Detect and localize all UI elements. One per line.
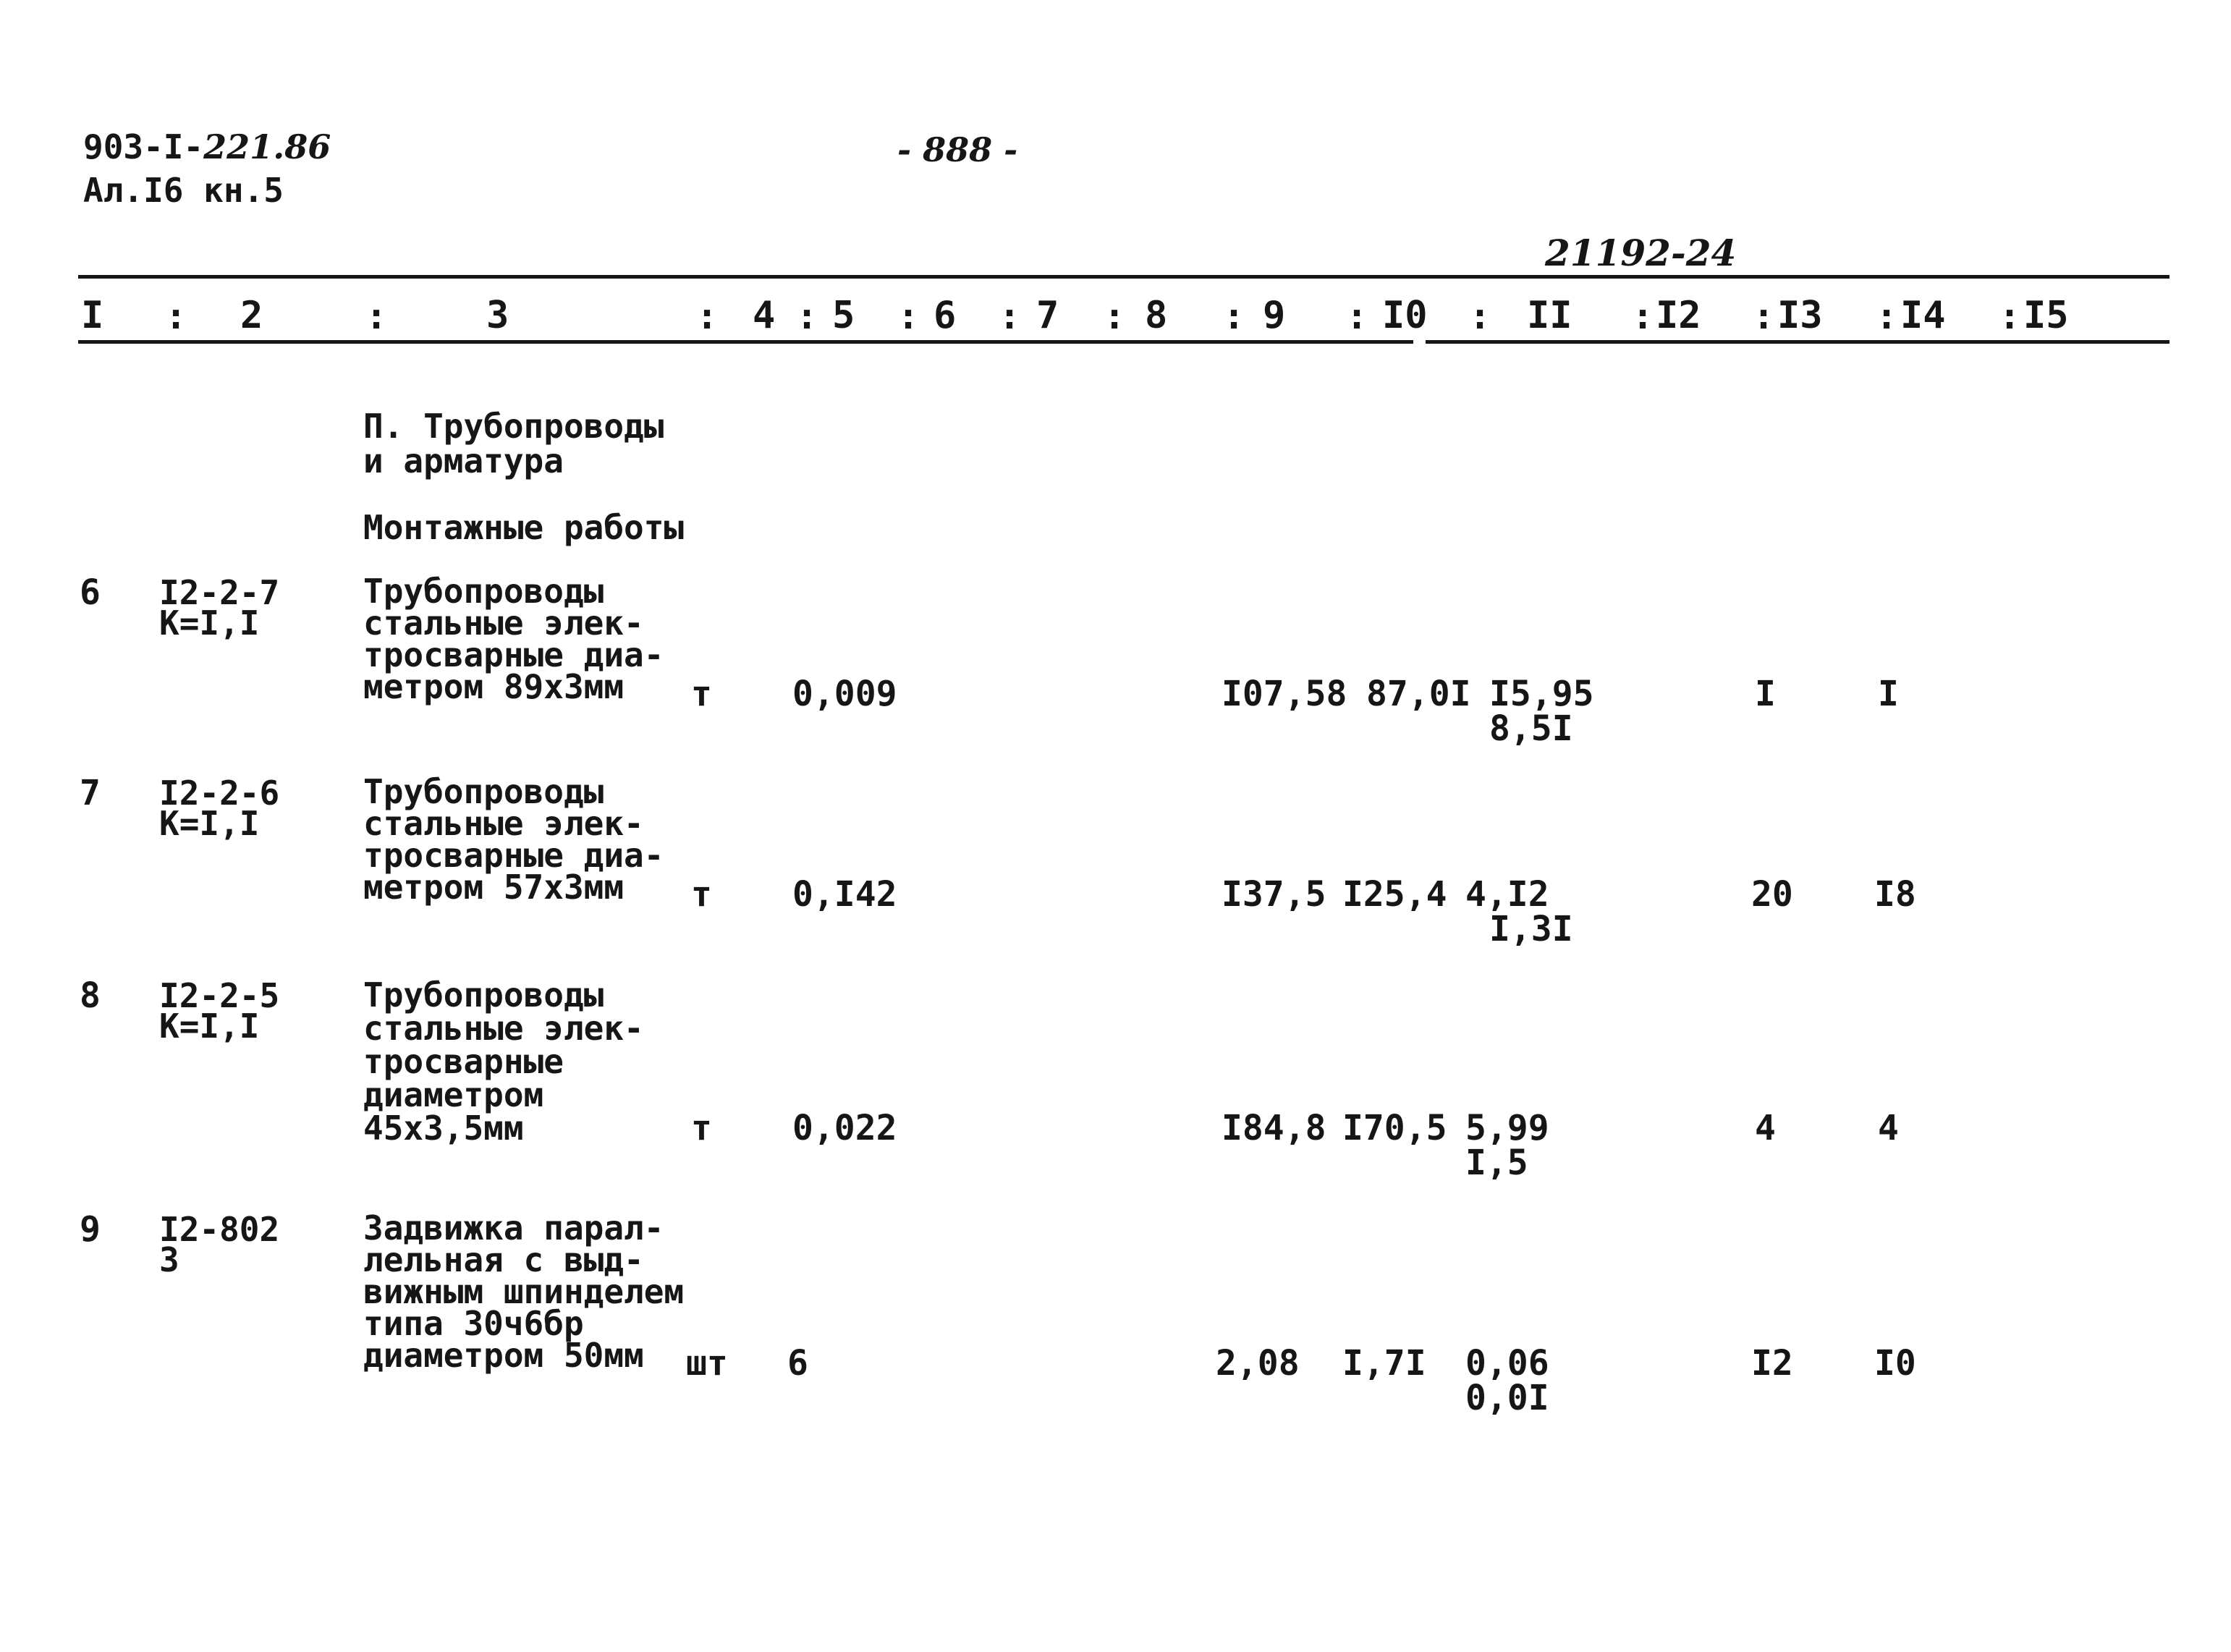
unit: шт <box>686 1343 728 1384</box>
rate-code-suffix: 3 <box>159 1240 179 1279</box>
document-code <box>83 127 331 166</box>
column-13-value: 20 <box>1751 874 1793 915</box>
column-separator: : <box>796 295 818 337</box>
column-separator: : <box>1469 295 1491 337</box>
column-10-value: I25,4 <box>1342 874 1447 915</box>
work-description <box>363 975 644 1148</box>
description-line: тросварные диа- <box>363 836 664 875</box>
album-reference: Ал.I6 кн.5 <box>83 171 284 210</box>
work-description <box>363 772 664 907</box>
column-header-4: 4 <box>753 294 776 337</box>
column-13-value: 4 <box>1755 1108 1776 1148</box>
section-title-line-1: П. Трубопроводы <box>363 407 664 446</box>
column-header-12: I2 <box>1656 294 1701 337</box>
column-header-13: I3 <box>1777 294 1823 337</box>
column-14-value: I8 <box>1874 874 1916 915</box>
quantity: 0,009 <box>792 674 897 714</box>
column-separator: : <box>897 295 920 337</box>
section-subtitle: Монтажные работы <box>363 508 685 547</box>
description-line: стальные элек- <box>363 1009 644 1048</box>
column-header-15: I5 <box>2023 294 2069 337</box>
column-header-3: 3 <box>486 294 509 337</box>
column-11-value: 0,06 <box>1465 1343 1549 1384</box>
column-header-7: 7 <box>1036 294 1059 337</box>
column-separator: : <box>1223 295 1245 337</box>
column-header-10: I0 <box>1382 294 1428 337</box>
column-10-value: I,7I <box>1342 1343 1426 1384</box>
unit: т <box>691 1108 712 1148</box>
column-11-subvalue: 0,0I <box>1465 1378 1549 1418</box>
rate-coefficient: К=I,I <box>159 1007 260 1046</box>
row-number: 8 <box>80 975 101 1016</box>
column-separator: : <box>1632 295 1654 337</box>
rate-code: I2-802 <box>159 1210 280 1249</box>
quantity: 6 <box>787 1343 808 1384</box>
description-line: Задвижка парал- <box>363 1208 664 1248</box>
row-number: 7 <box>80 773 101 813</box>
column-14-value: 4 <box>1878 1108 1899 1148</box>
column-header-2: 2 <box>240 294 263 337</box>
description-line: Трубопроводы <box>363 975 604 1015</box>
description-line: типа 30ч6бр <box>363 1304 584 1343</box>
document-code-prefix: 903-I- <box>83 127 204 166</box>
description-line: лельная с выд- <box>363 1240 644 1279</box>
unit: т <box>691 874 712 915</box>
description-line: вижным шпинделем <box>363 1272 685 1311</box>
description-line: тросварные диа- <box>363 635 664 674</box>
column-separator: : <box>1346 295 1368 337</box>
column-13-value: I <box>1755 674 1776 714</box>
description-line: диаметром 50мм <box>363 1336 644 1375</box>
description-line: диаметром <box>363 1075 544 1114</box>
column-11-subvalue: I,3I <box>1489 909 1573 949</box>
column-separator: : <box>165 295 187 337</box>
description-line: Трубопроводы <box>363 772 604 811</box>
column-11-subvalue: I,5 <box>1465 1143 1528 1183</box>
column-11-value: 4,I2 <box>1465 874 1549 915</box>
column-9-value: I84,8 <box>1222 1108 1326 1148</box>
description-line: стальные элек- <box>363 603 644 643</box>
unit: т <box>691 674 712 714</box>
column-separator: : <box>365 295 388 337</box>
column-11-value: I5,95 <box>1489 674 1594 714</box>
column-header-14: I4 <box>1900 294 1946 337</box>
column-header-9: 9 <box>1263 294 1286 337</box>
column-header-underline-right <box>1426 340 2169 344</box>
column-separator: : <box>1753 295 1775 337</box>
description-line: метром 89х3мм <box>363 667 625 706</box>
column-header-6: 6 <box>934 294 957 337</box>
section-title-line-2: и арматура <box>363 441 564 480</box>
quantity: 0,I42 <box>792 874 897 915</box>
quantity: 0,022 <box>792 1108 897 1148</box>
description-line: метром 57х3мм <box>363 868 625 907</box>
work-description <box>363 572 664 706</box>
column-separator: : <box>1876 295 1898 337</box>
row-number: 6 <box>80 572 101 613</box>
column-9-value: I37,5 <box>1222 874 1326 915</box>
description-line: тросварные <box>363 1042 564 1081</box>
column-header-11: II <box>1527 294 1572 337</box>
description-line: Трубопроводы <box>363 572 604 611</box>
column-header-1: I <box>81 294 104 337</box>
table-top-rule <box>78 275 2169 279</box>
row-number: 9 <box>80 1209 101 1250</box>
column-header-underline <box>78 340 1413 344</box>
rate-coefficient: К=I,I <box>159 603 260 643</box>
page-number: - 888 - <box>897 130 1018 169</box>
description-line: стальные элек- <box>363 804 644 843</box>
column-header-5: 5 <box>832 294 855 337</box>
column-11-value: 5,99 <box>1465 1108 1549 1148</box>
document-number: 21192-24 <box>1545 232 1737 274</box>
column-14-value: I0 <box>1874 1343 1916 1384</box>
rate-code: I2-2-7 <box>159 573 280 612</box>
description-line: 45х3,5мм <box>363 1109 524 1148</box>
rate-coefficient: К=I,I <box>159 804 260 843</box>
rate-code: I2-2-5 <box>159 976 280 1015</box>
column-9-value: 2,08 <box>1216 1343 1300 1384</box>
work-description <box>363 1208 685 1375</box>
column-14-value: I <box>1878 674 1899 714</box>
document-code-handwritten: 221.86 <box>203 127 331 166</box>
column-separator: : <box>999 295 1021 337</box>
column-13-value: I2 <box>1751 1343 1793 1384</box>
column-separator: : <box>1999 295 2021 337</box>
column-header-8: 8 <box>1145 294 1168 337</box>
column-separator: : <box>696 295 719 337</box>
rate-code: I2-2-6 <box>159 774 280 813</box>
column-9-value: I07,58 <box>1222 674 1347 714</box>
column-10-value: I70,5 <box>1342 1108 1447 1148</box>
column-10-value: 87,0I <box>1366 674 1471 714</box>
column-11-subvalue: 8,5I <box>1489 708 1573 749</box>
column-separator: : <box>1104 295 1126 337</box>
